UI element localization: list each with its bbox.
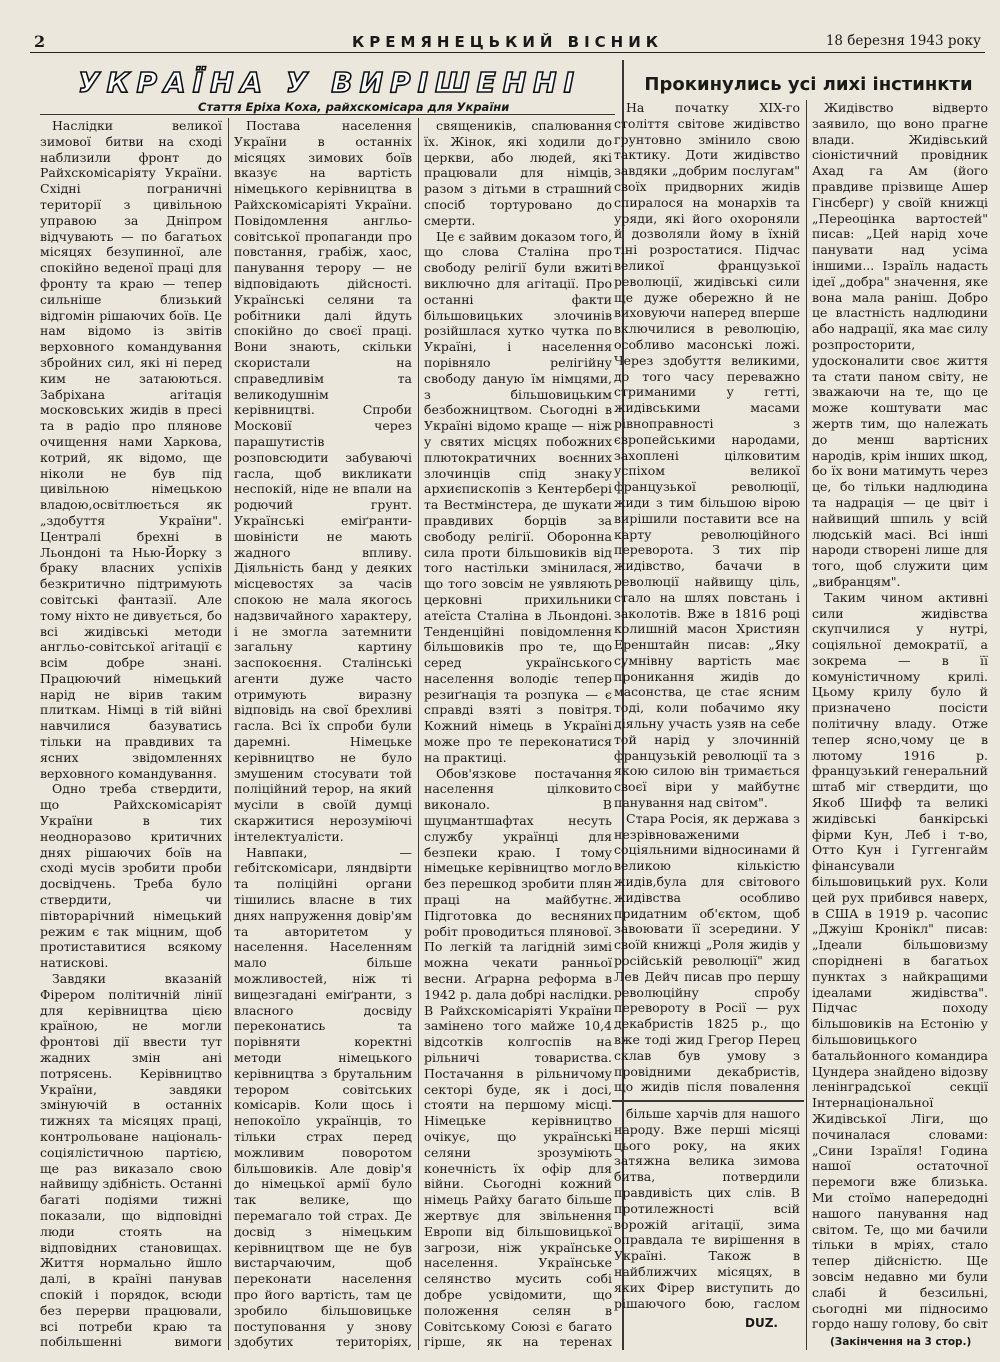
- paragraph: Жидівство відверто заявило, що воно прагне влади. Жидівський сіоністичний провідник Ахад га Ам (його правдиве прізвище Ашер Гінсберг) у своїй книжці „Переоцінка вартостей" писав: „Цей нарід хоче панувати над усіма іншими... Ізраїль надасть ідеї „добра" значення, яке вона мала раніш. Добро це властність надлюдини або надрації, яка має силу розпросторити, удосконалити своє життя та стати паном світу, не зважаючи на те, що це може коштувати мас жертв тим, що належать до менш вартісних народів, крім інших шкод, бо їх вони матимуть через це, бо тільки надлюдина та надрація — це цвіт і найвищий шпиль у всій людській масі. Всі інші народи створені лише для того, щоб служити цим „вибранцям".: [812, 100, 988, 589]
- article1-headline: УКРАЇНА У ВИРІШЕННІ: [78, 66, 581, 99]
- paragraph: Одно треба ствердити, що Райхскомісаріят України в тих неодноразово критичних днях рішаючих боїв на сході мусів зробити проби досвідчень. Треба було ствердити, чи півторарічний німецький режим є так міцним, щоб протиставитися всякому натискові.: [40, 781, 222, 971]
- paragraph: Навпаки, — гебітскомісари, ляндвірти та поліційні органи тішились власне в тих днях напруження довір'ям та авторитетом у населення. Населенням мало більше можливостей, ніж ті вищезгадані еміґранти, з власного досвіду переконатись та порівняти коректні методи німецького керівництва з брутальним терором совітських комісарів. Коли щось і непокоїло українців, то тільки страх перед можливим поворотом більшовиків. Але довір'я до німецької армії було так велике, що перемагало той страх. Де досвід з німецьким керівництвом ще не був вистарчаючим, щоб переконати населення про його вартість, там це зробило більшовицьке поступовання у знову здобутих територіях,: [234, 844, 412, 1350]
- rule-section-break: [612, 1100, 804, 1102]
- article2-column-1: [614, 100, 800, 1096]
- paragraph: Стара Росія, як держава з незрівноваженими соціяльними відносинами й великою кількістю жидів,була для світового жидівства особливо придатним об'єктом, щоб завоювати її зсередини. У своїй книжці „Роля жидів у російській революції" жид Лев Дейч писав про першу революційну спробу перевороту в Росії — рух декабристів 1825 р., що вже тоді жид Грегор Перец склав був умову з провідними декабристів, що жидів після повалення: [614, 810, 800, 1095]
- paragraph: Це є зайвим доказом того, що слова Сталіна про свободу релігії були вжиті виключно для агітації. Про останні факти більшовицьких злочинів розійшлася хутко чутка по Україні, і населення порівняло релігійну свободу даную їм німцями, з більшовицьким безбожництвом. Сьогодні в Україні відомо краще — ніж у святих місцях побожних плютократичних воєнних злочинців спід знаку архиєпископів з Кентербері та Вестмінстера, де шукати правдивих борців за свободу релігії. Оборонна сила проти більшовиків від того настільки змінилася, що того зовсім не уявляють церковні прихильники атеїста Сталіна в Льондоні. Тенденційні повідомлення більшовиків про те, що серед українського населення володіє тепер резиґнація та розпука — є справді взяті з повітря. Кожний німець в Україні може про те переконатися на практиці.: [424, 228, 612, 765]
- rule-col-4-5: [806, 100, 807, 1350]
- paper-title: КРЕМЯНЕЦЬКИЙ ВІСНИК: [351, 33, 664, 51]
- article1-subhead: Стаття Еріха Коха, райхскомісара для України: [198, 100, 510, 114]
- paragraph: священиків, спалювання їх. Жінок, які ходили до церкви, або людей, які працювали для німців, разом з дітьми в страшний спосіб тортуровано до смерти.: [424, 118, 612, 228]
- issue-date: 18 березня 1943 року: [825, 33, 981, 49]
- article1-column-3: [424, 118, 612, 1350]
- paragraph: більше харчів для нашого народу. Вже перші місяці цього року, на яких затяжна велика зимова битва, потвердили правдивість цих слів. В протилежності всій ворожій агітації, зима оправдала те вирішення в Україні. Також в найближчих місяцях, в яких Фірер виступить до рішаючого бою, гаслом: [614, 1106, 800, 1311]
- paragraph: Обов'язкове постачання населення цілковито виконало. В шуцмантшафтах несуть службу українці для безпеки краю. І тому німецьке керівництво могло без перешкод зробити плян праці на майбутнє. Підготовка до весняних робіт проводиться плянової. По легкій та лагідній зимі можна чекати ранньої весни. Аґрарна реформа в 1942 р. дала добрі наслідки. В Райхскомісаріяті України замінено того майже 10,4 відсотків колгоспів на рільничі товариства. Постачання в рільничому секторі буде, як і досі, стояти на першому місці. Німецьке керівництво очікує, що українські селяни зрозуміють конечність їх офір для війни. Сьогодні кожний німець Райху багато більше жертвує для звільнення Европи від більшовицької загрози, ніж українське населення. Українське селянство мусить собі добре усвідомити, що положення селян в Совітському Союзі є багато гірше, як на теренах: [424, 765, 612, 1350]
- continuation-note: (Закінчення на 3 стор.): [830, 1336, 972, 1348]
- paragraph: На початку XIX-го століття світове жидівство грунтовно змінило свою тактику. Доти жидівство завдяки „добрим послугам" своїх придворних жидів спиралося на монархів та уряди, які його охороняли й дозволяли йому в їхній тіні розростатися. Підчас великої французької революції, жидівські сили ще дуже обережно й не виховуючи наперед вперше включилися в революцію, особливо масонські ложі. Через здобуття великими, до того часу переважно стриманими у гетті, жидівськими масами рівноправності з європейськими народами, захоплені цілковитим успіхом великої французької революції, жиди з тим більшою вірою вирішили поставити все на карту революційного переворота. З тих пір жидівство, бачачи в революції найвищу ціль, стало на шлях повстань і заколотів. Вже в 1816 році колишній масон Християн Еренштайн писав: „Яку сумнівну вартість має проникання жидів до масонства, це стає ясним тоді, коли побачимо яку діяльну участь узяв на себе той нарід у злочинній французькій революції та з якою силою він тримається своєї віри у майбутнє панування над світом".: [614, 100, 800, 811]
- article1-continuation: [614, 1106, 800, 1312]
- rule-headline-underline: [40, 114, 615, 115]
- rule-col-2-3: [418, 118, 419, 1350]
- paragraph: Завдяки вказаній Фірером політичній лінії для керівництва цією країною, не могли фронтові дії ввести тут жадних змін ані потрясень. Керівництво України, завдяки змінуючій в останніх тижнях та місяцях праці, контрольоване національ-соціялістичною партією, ще раз виказало свою найвищу здібність. Останні багаті подіями тижні показали, що відповідні люди стоять на відповідних становищах. Життя нормально йшло далі, в країні панував спокій і порядок, всюди без перерви працювали, всі потреби краю та побільшенні вимоги: [40, 971, 222, 1350]
- article1-column-2: [234, 118, 412, 1350]
- page-number: 2: [34, 32, 46, 51]
- paragraph: Постава населення України в останніх місяцях зимових боїв вказує на вартість німецького керівництва в Райхскомісаріяті України. Повідомлення англьо-совітської пропаганди про повстання, грабіж, хаос, панування терору — не відповідають дійсності. Українські селяни та робітники далі йдуть спокійно до своєї праці. Вони знають, скільки скористали на справедливім та великодушнім керівництві. Спроби Московії через парашутистів розповсюдити забуваючі гасла, щоб викликати неспокій, ніде не впали на родючий грунт. Українські еміґранти-шовіністи не мають жадного впливу. Діяльність банд у деяких місцевостях за часів спокою не мала якогось надзвичайного характеру, і не змогла затемнити загальну картину заспокоєння. Сталінські агенти дуже часто отримують виразну відповідь на свої брехливі гасла. Всі їх спроби були даремні. Німецьке керівництво не було змушеним стосувати той поліційний терор, на який мусіли в своїй думці скаржитися нерозуміючі інтелектуалісти.: [234, 118, 412, 844]
- article1-column-1: [40, 118, 222, 1350]
- article2-headline: Прокинулись усі лихі інстинкти: [644, 74, 973, 95]
- paragraph: Таким чином активні сили жидівства скупчилися у нутрі, соціяльної демократії, а зокрема — в її комуністичному крилі. Цьому крилу було й призначено посісти політичну владу. Отже тепер ясно,чому це в лютому 1916 р. французький генеральний штаб міг ствердити, що Якоб Шифф та великі жидівські банкірські фірми Кун, Леб і т-во, Отто Кун і Гуггенгайм фінансували більшовицький рух. Коли цей рух прибився наверх, в США в 1919 р. часопис „Джуіш Кронікл" писав: „Ідеали більшовизму споріднені в багатьох пунктах з найкращими ідеалами жидівства". Підчас походу більшовиків на Естонію у більшовицького батальйонного командира Цундера знайдено відозву ленінградської секції Інтернаціональної Жидівської Ліги, що починалася словами: „Сини Ізраїля! Година нашої остаточної перемоги вже близька. Ми стоїмо напередодні нашого панування над світом. Те, що ми бачили тільки в мріях, стало тепер дійсністю. Ще зовсім недавно ми були слабі й безсильні, сьогодні ми підносимо гордо нашу голову, бо світ: [812, 589, 988, 1332]
- masthead: [30, 30, 985, 53]
- article2-column-2: [812, 100, 988, 1332]
- paragraph: Наслідки великої зимової битви на сході наблизили фронт до Райхскомісаріяту України. Східні пограничні території з цивільною управою за Дніпром відчувають — по багатьох місяцях безупинної, але спокійно веденої праці для фронту та краю — тепер сильніше близький відгомін рішаючих боїв. Це нам відомо із звітів верховного командування збройних сил, які ні перед ким не затаюються. Забріхана агітація московських жидів в пресі та в радіо про плянове очищення нами Харкова, котрий, як відомо, ще ніколи не був під цивільною німецькою владою,освітлюється як „здобуття України". Централі брехні в Льондоні та Нью-Йорку з браку власних успіхів безкритично підтримують совітські фантазії. Але тому ніхто не дивується, бо всі жидівські методи англьо-совітської агітації є всім добре знані. Працюючий німецький нарід не вірив таким плиткам. Німці в тій війні навчилися базуватись тільки на правдивих та ясних звідомленнях верховного командування.: [40, 118, 222, 781]
- rule-col-1-2: [228, 118, 229, 1350]
- author-signature: DUZ.: [745, 1316, 778, 1330]
